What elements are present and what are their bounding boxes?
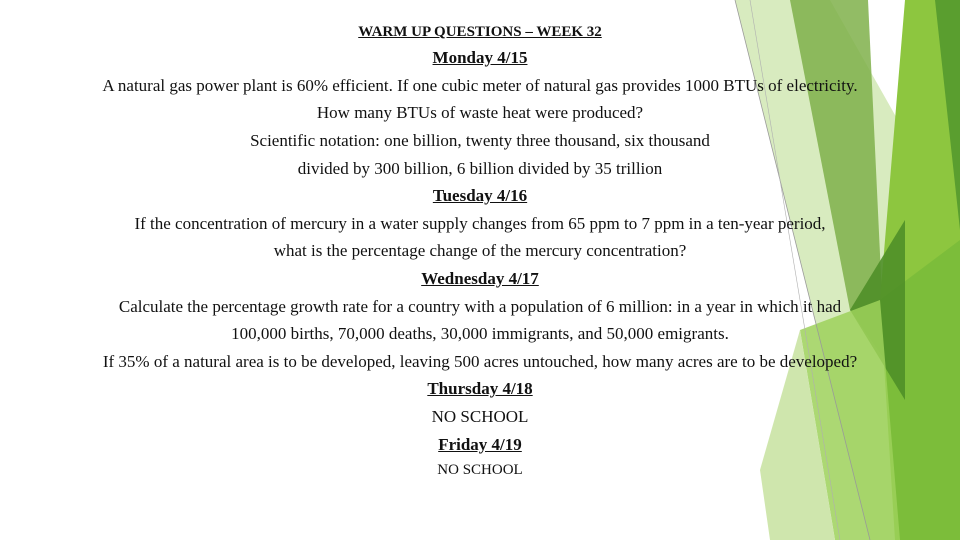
tuesday-line-1: If the concentration of mercury in a water supply changes from 65 ppm to 7 ppm in a ten-year period,: [134, 214, 826, 233]
monday-line-3: Scientific notation: one billion, twenty three thousand, six thousand: [250, 131, 710, 150]
friday-note: NO SCHOOL: [437, 462, 523, 478]
wednesday-line-2: 100,000 births, 70,000 deaths, 30,000 immigrants, and 50,000 emigrants.: [231, 324, 729, 343]
wednesday-heading: Wednesday 4/17: [421, 269, 539, 288]
monday-line-2: How many BTUs of waste heat were produced?: [316, 103, 644, 122]
friday-heading: Friday 4/19: [438, 435, 522, 454]
wednesday-line-1: Calculate the percentage growth rate for a country with a population of 6 million: in a year in which it had: [118, 297, 842, 316]
page-title: WARM UP QUESTIONS – WEEK 32: [358, 24, 602, 40]
thursday-heading: Thursday 4/18: [427, 379, 533, 398]
monday-line-4: divided by 300 billion, 6 billion divided by 35 trillion: [297, 159, 663, 178]
tuesday-heading: Tuesday 4/16: [432, 186, 528, 205]
monday-heading: Monday 4/15: [432, 48, 528, 67]
wednesday-line-3: If 35% of a natural area is to be developed, leaving 500 acres untouched, how many acres are to be developed?: [102, 352, 858, 371]
monday-line-1: A natural gas power plant is 60% efficient. If one cubic meter of natural gas provides 1000 BTUs of electricity.: [102, 76, 858, 95]
tuesday-line-2: what is the percentage change of the mercury concentration?: [273, 241, 687, 260]
thursday-note: NO SCHOOL: [431, 407, 529, 426]
